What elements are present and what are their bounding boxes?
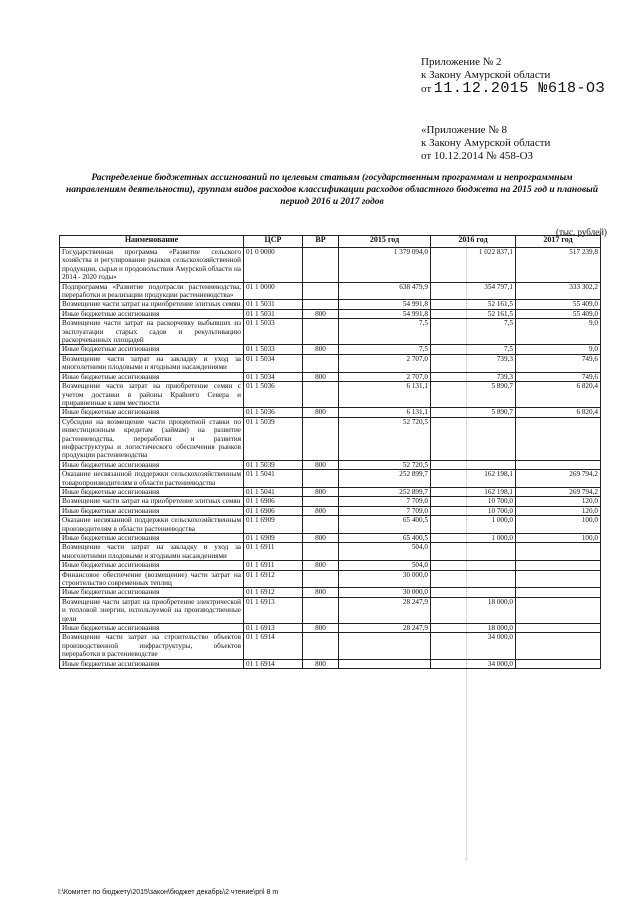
row-vr — [303, 633, 339, 659]
row-csr: 01 1 6913 — [244, 624, 303, 633]
row-2016: 10 700,0 — [431, 506, 516, 515]
row-2016: 18 000,0 — [431, 597, 516, 623]
row-csr: 01 1 5039 — [244, 460, 303, 469]
row-2015: 638 479,9 — [339, 282, 431, 300]
row-name: Возмещение части затрат на приобретение электрической и тепловой энергии, используемой на производственные цели — [60, 597, 244, 623]
table-row — [60, 561, 601, 570]
row-2016: 739,3 — [431, 372, 516, 381]
row-2016: 10 700,0 — [431, 497, 516, 506]
row-csr: 01 1 6911 — [244, 543, 303, 561]
row-vr: 800 — [303, 588, 339, 597]
row-2016: 1 000,0 — [431, 534, 516, 543]
row-name: Иные бюджетные ассигнования — [60, 534, 244, 543]
row-2015: 28 247,9 — [339, 597, 431, 623]
row-csr: 01 1 5041 — [244, 487, 303, 496]
row-2015: 52 720,5 — [339, 417, 431, 460]
row-name: Оказание несвязанной поддержки сельскохозяйственным товаропроизводителям в области растениеводства — [60, 470, 244, 488]
row-2017 — [516, 597, 601, 623]
row-2016: 739,3 — [431, 354, 516, 372]
row-csr: 01 1 5041 — [244, 470, 303, 488]
row-2017 — [516, 624, 601, 633]
table-row — [60, 497, 601, 506]
row-2017 — [516, 460, 601, 469]
row-csr: 01 1 6909 — [244, 516, 303, 534]
document-title: Распределение бюджетных ассигнований по целевым статьям (государственным программам и непрограммным направлениям деятельности), группам видов расходов классификации расходов областного бюджета на 2015 год и плановый период 2016 и 2017 годов — [65, 173, 599, 207]
row-2015: 504,0 — [339, 561, 431, 570]
appendix-2-date-value: 11.12.2015 №618-ОЗ — [433, 80, 605, 97]
row-csr: 01 1 5033 — [244, 319, 303, 345]
row-2016 — [431, 543, 516, 561]
row-2017: 120,0 — [516, 497, 601, 506]
row-2017: 6 820,4 — [516, 408, 601, 417]
table-row — [60, 624, 601, 633]
row-csr: 01 1 6912 — [244, 588, 303, 597]
row-2016: 7,5 — [431, 319, 516, 345]
row-2015: 252 899,7 — [339, 487, 431, 496]
row-2015: 1 379 094,0 — [339, 248, 431, 283]
row-vr — [303, 543, 339, 561]
table-row — [60, 309, 601, 318]
row-2016: 162 198,1 — [431, 470, 516, 488]
row-vr — [303, 497, 339, 506]
row-2015: 54 991,8 — [339, 300, 431, 309]
row-csr: 01 1 5033 — [244, 345, 303, 354]
row-csr: 01 0 0000 — [244, 248, 303, 283]
row-2015 — [339, 659, 431, 668]
row-2016: 162 198,1 — [431, 487, 516, 496]
row-csr: 01 1 6912 — [244, 570, 303, 588]
row-2015: 252 899,7 — [339, 470, 431, 488]
row-2016 — [431, 417, 516, 460]
row-name: Иные бюджетные ассигнования — [60, 561, 244, 570]
row-2016: 52 161,5 — [431, 309, 516, 318]
row-2016: 354 797,1 — [431, 282, 516, 300]
row-vr: 800 — [303, 408, 339, 417]
row-name: Возмещение части затрат на приобретение семян с учетом доставки в районы Крайнего Севера и приравненные к ним местности — [60, 382, 244, 408]
row-2017: 55 409,0 — [516, 300, 601, 309]
appendix-8-number: «Приложение № 8 — [421, 124, 508, 136]
table-row — [60, 319, 601, 345]
row-2016: 18 000,0 — [431, 624, 516, 633]
row-2016: 34 000,0 — [431, 633, 516, 659]
table-row — [60, 516, 601, 534]
row-vr: 800 — [303, 561, 339, 570]
row-2016 — [431, 561, 516, 570]
row-vr — [303, 570, 339, 588]
row-csr: 01 1 6906 — [244, 506, 303, 515]
row-name: Оказание несвязанной поддержки сельскохозяйственным производителям в области растениеводства — [60, 516, 244, 534]
row-vr: 800 — [303, 659, 339, 668]
header-2015: 2015 год — [339, 236, 431, 248]
row-2017: 749,6 — [516, 372, 601, 381]
row-2015: 65 400,5 — [339, 516, 431, 534]
file-path-footer: I:\Комитет по бюджету\2015\закон\бюджет декабрь\2 чтение\pril 8 m — [58, 889, 279, 896]
table-row — [60, 372, 601, 381]
row-vr: 800 — [303, 345, 339, 354]
row-name: Иные бюджетные ассигнования — [60, 408, 244, 417]
row-name: Государственная программа «Развитие сельского хозяйства и регулирование рынков сельскохозяйственной продукции, сырья и продовольствия Амурской области на 2014 - 2020 годы» — [60, 248, 244, 283]
appendix-2-block — [421, 56, 605, 96]
row-csr: 01 1 5036 — [244, 382, 303, 408]
row-2016: 5 890,7 — [431, 382, 516, 408]
table-row — [60, 408, 601, 417]
appendix-2-law: к Закону Амурской области — [421, 69, 551, 81]
row-vr — [303, 354, 339, 372]
row-2017: 333 302,2 — [516, 282, 601, 300]
row-vr — [303, 382, 339, 408]
header-csr: ЦСР — [244, 236, 303, 248]
row-2015: 2 707,0 — [339, 372, 431, 381]
row-name: Иные бюджетные ассигнования — [60, 345, 244, 354]
row-vr — [303, 597, 339, 623]
row-vr — [303, 319, 339, 345]
appendix-8-block — [421, 124, 550, 163]
header-2017: 2017 год — [516, 236, 601, 248]
row-2015: 28 247,9 — [339, 624, 431, 633]
row-2017: 100,0 — [516, 516, 601, 534]
row-name: Иные бюджетные ассигнования — [60, 624, 244, 633]
row-name: Возмещение части затрат на закладку и уход за многолетними плодовыми и ягодными насаждениями — [60, 354, 244, 372]
table-row — [60, 382, 601, 408]
table-row — [60, 300, 601, 309]
row-name: Возмещение части затрат на строительство объектов производственной инфраструктуры, объектов переработки в растениеводстве — [60, 633, 244, 659]
row-2016 — [431, 570, 516, 588]
row-2017: 9,0 — [516, 345, 601, 354]
row-2017: 269 794,2 — [516, 470, 601, 488]
row-name: Иные бюджетные ассигнования — [60, 309, 244, 318]
row-2017 — [516, 543, 601, 561]
table-row — [60, 470, 601, 488]
row-2017 — [516, 561, 601, 570]
row-2015: 30 000,0 — [339, 570, 431, 588]
row-name: Иные бюджетные ассигнования — [60, 506, 244, 515]
table-row — [60, 345, 601, 354]
row-vr — [303, 470, 339, 488]
row-csr: 01 1 5034 — [244, 372, 303, 381]
row-csr: 01 1 0000 — [244, 282, 303, 300]
header-vr: ВР — [303, 236, 339, 248]
row-2015: 65 400,5 — [339, 534, 431, 543]
row-vr: 800 — [303, 372, 339, 381]
row-2016: 52 161,5 — [431, 300, 516, 309]
row-2017: 269 794,2 — [516, 487, 601, 496]
row-vr: 800 — [303, 487, 339, 496]
row-name: Иные бюджетные ассигнования — [60, 372, 244, 381]
row-2016: 7,5 — [431, 345, 516, 354]
row-2015 — [339, 633, 431, 659]
table-header-row — [60, 236, 601, 248]
row-csr: 01 1 6913 — [244, 597, 303, 623]
row-2015: 6 131,1 — [339, 408, 431, 417]
table-row — [60, 543, 601, 561]
row-2017: 9,0 — [516, 319, 601, 345]
row-2017: 120,0 — [516, 506, 601, 515]
row-name: Подпрограмма «Развитие подотрасли растениеводства, переработки и реализации продукции растениеводства» — [60, 282, 244, 300]
row-2016: 1 000,0 — [431, 516, 516, 534]
row-csr: 01 1 5036 — [244, 408, 303, 417]
table-row — [60, 417, 601, 460]
row-vr: 800 — [303, 624, 339, 633]
row-csr: 01 1 6914 — [244, 659, 303, 668]
appendix-2-date: от 11.12.2015 №618-ОЗ — [421, 80, 605, 97]
row-2015: 6 131,1 — [339, 382, 431, 408]
row-csr: 01 1 6911 — [244, 561, 303, 570]
table-row — [60, 597, 601, 623]
row-2015: 30 000,0 — [339, 588, 431, 597]
row-2015: 7 709,0 — [339, 497, 431, 506]
row-2016 — [431, 460, 516, 469]
table-row — [60, 354, 601, 372]
row-csr: 01 1 6909 — [244, 534, 303, 543]
row-name: Возмещение части затрат на закладку и уход за многолетними плодовыми и ягодными насаждениями — [60, 543, 244, 561]
row-vr: 800 — [303, 309, 339, 318]
appendix-8-law: к Закону Амурской области — [421, 137, 551, 149]
row-name: Возмещение части затрат на раскорчевку выбывших из эксплуатации старых садов и рекультивацию раскорчеванных площадей — [60, 319, 244, 345]
appendix-2-number: Приложение № 2 — [421, 56, 502, 68]
row-2017 — [516, 659, 601, 668]
row-csr: 01 1 5034 — [244, 354, 303, 372]
units-label: (тыс. рублей) — [556, 227, 607, 237]
table-row — [60, 659, 601, 668]
row-2015: 7,5 — [339, 319, 431, 345]
row-2016: 5 890,7 — [431, 408, 516, 417]
row-csr: 01 1 5031 — [244, 309, 303, 318]
budget-table — [59, 235, 601, 669]
table-row — [60, 460, 601, 469]
row-vr: 800 — [303, 506, 339, 515]
header-2016: 2016 год — [431, 236, 516, 248]
row-2017: 749,6 — [516, 354, 601, 372]
table-row — [60, 487, 601, 496]
row-2015: 54 991,8 — [339, 309, 431, 318]
row-2017: 517 239,8 — [516, 248, 601, 283]
row-2017 — [516, 633, 601, 659]
row-vr — [303, 248, 339, 283]
row-2017: 55 409,0 — [516, 309, 601, 318]
table-row — [60, 588, 601, 597]
row-name: Финансовое обеспечение (возмещение) части затрат на строительство современных теплиц — [60, 570, 244, 588]
row-2017 — [516, 570, 601, 588]
table-row — [60, 633, 601, 659]
table-row — [60, 570, 601, 588]
row-name: Иные бюджетные ассигнования — [60, 460, 244, 469]
row-name: Возмещение части затрат на приобретение элитных семян — [60, 497, 244, 506]
row-name: Возмещение части затрат на приобретение элитных семян — [60, 300, 244, 309]
row-csr: 01 1 5039 — [244, 417, 303, 460]
row-vr — [303, 282, 339, 300]
header-name: Наименование — [60, 236, 244, 248]
row-2015: 2 707,0 — [339, 354, 431, 372]
row-csr: 01 1 6914 — [244, 633, 303, 659]
row-vr — [303, 516, 339, 534]
row-2016: 1 022 837,1 — [431, 248, 516, 283]
row-2017: 6 820,4 — [516, 382, 601, 408]
row-name: Субсидии на возмещение части процентной ставки по инвестиционным кредитам (займам) на развитие растениеводства, переработки и развития инфраструктуры и логистического обеспечения рынков продукции растениеводства — [60, 417, 244, 460]
row-2016 — [431, 588, 516, 597]
row-vr: 800 — [303, 534, 339, 543]
table-row — [60, 506, 601, 515]
row-csr: 01 1 5031 — [244, 300, 303, 309]
row-name: Иные бюджетные ассигнования — [60, 659, 244, 668]
row-csr: 01 1 6906 — [244, 497, 303, 506]
row-name: Иные бюджетные ассигнования — [60, 588, 244, 597]
table-row — [60, 534, 601, 543]
row-vr — [303, 417, 339, 460]
appendix-8-date: от 10.12.2014 № 458-ОЗ — [421, 150, 534, 162]
row-2015: 7 709,0 — [339, 506, 431, 515]
row-2015: 504,0 — [339, 543, 431, 561]
row-2017 — [516, 588, 601, 597]
row-vr: 800 — [303, 460, 339, 469]
row-vr — [303, 300, 339, 309]
row-2017 — [516, 417, 601, 460]
row-2017: 100,0 — [516, 534, 601, 543]
row-2016: 34 000,0 — [431, 659, 516, 668]
table-row — [60, 248, 601, 283]
row-2015: 52 720,5 — [339, 460, 431, 469]
row-2015: 7,5 — [339, 345, 431, 354]
row-name: Иные бюджетные ассигнования — [60, 487, 244, 496]
table-row — [60, 282, 601, 300]
